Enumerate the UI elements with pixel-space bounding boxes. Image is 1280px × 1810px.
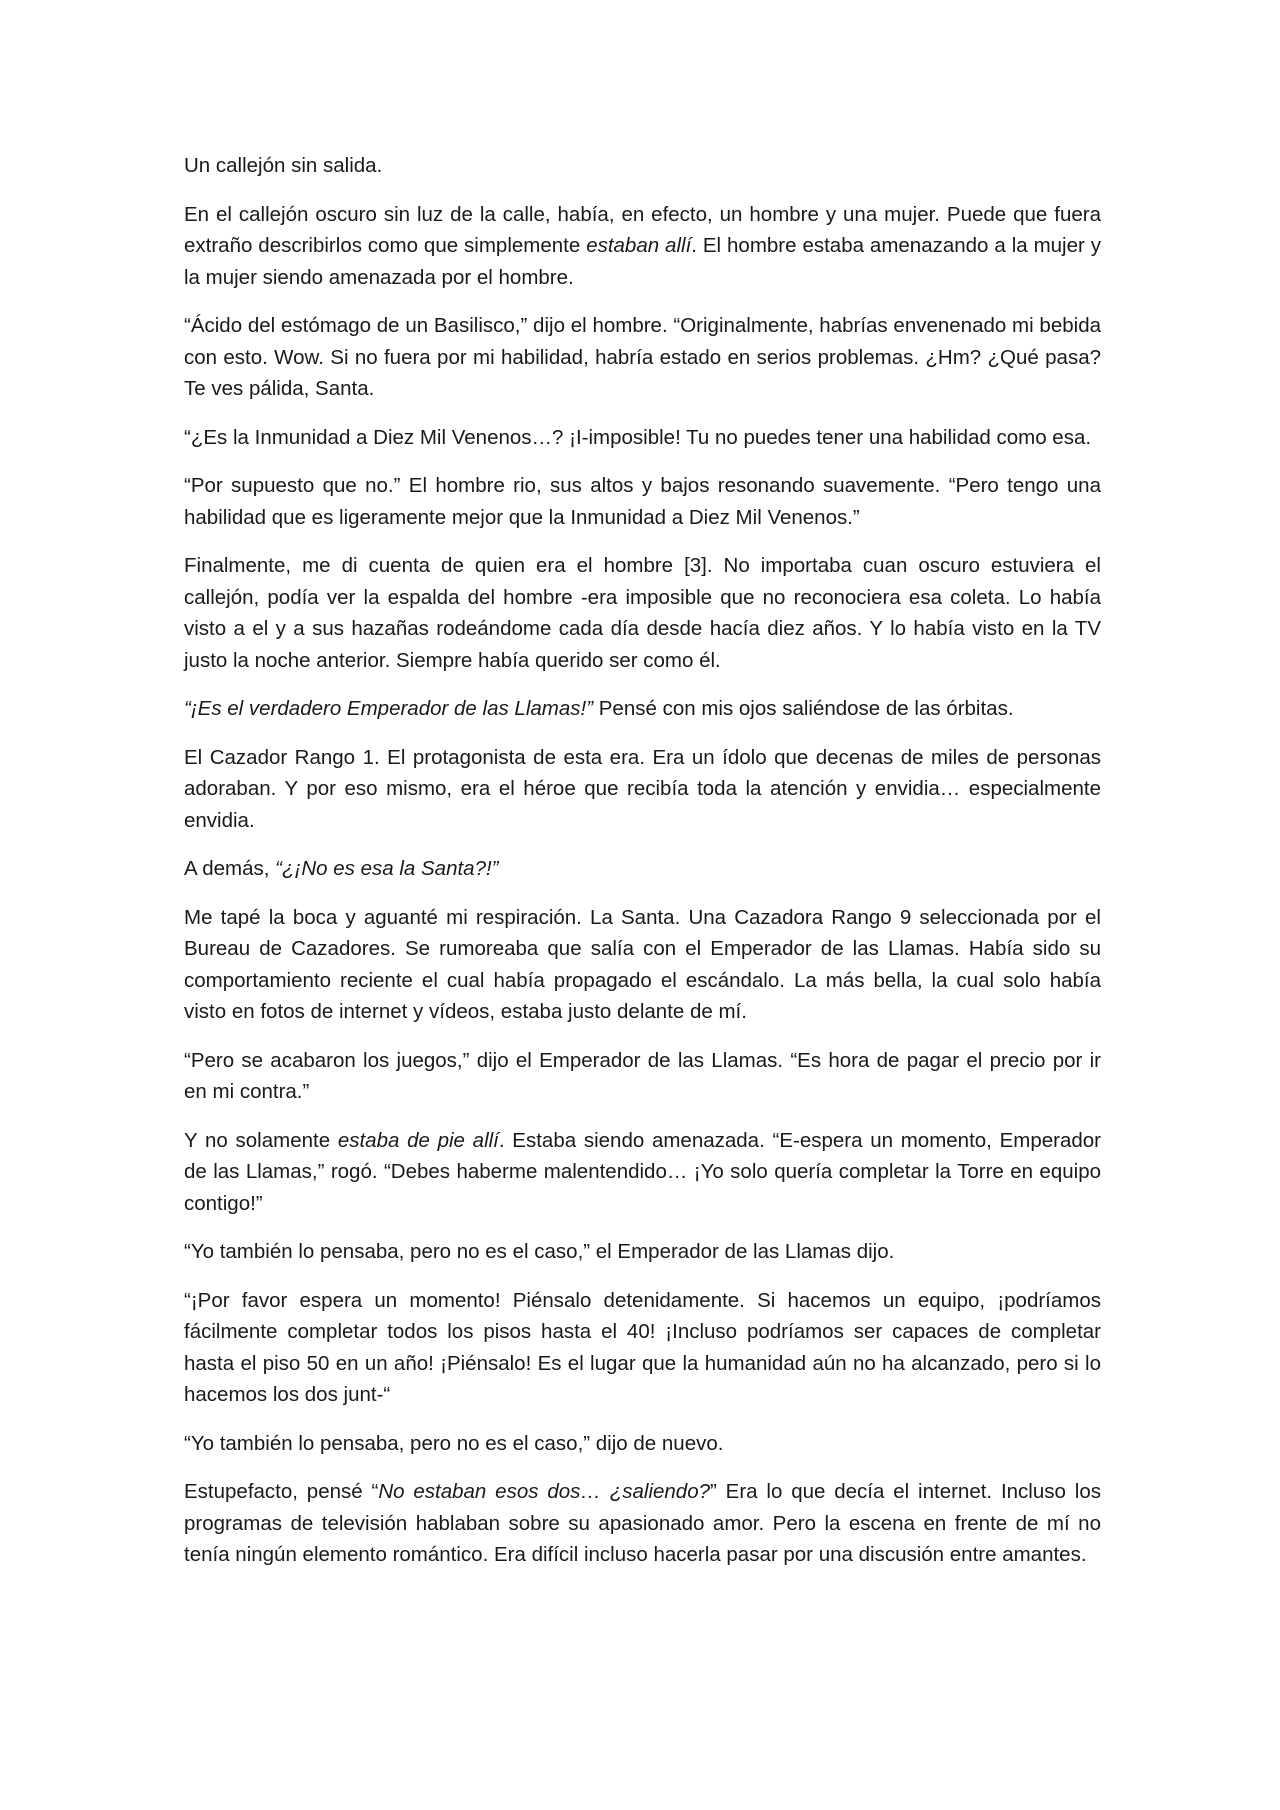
paragraph [184, 1236, 1101, 1268]
text-run: A demás, [184, 857, 276, 880]
document-body [184, 150, 1101, 1571]
text-run: . Estaba siendo amenazada. “E-espera un momento, Emperador de las Llamas,” rogó. “Debes haberme malentendido… ¡Yo solo quería completar la Torre en equipo contigo!” [184, 1128, 1101, 1215]
paragraph [184, 470, 1101, 533]
italic-text-run: No estaban esos dos… ¿saliendo? [378, 1480, 710, 1503]
text-run: “¡Por favor espera un momento! Piénsalo detenidamente. Si hacemos un equipo, ¡podríamos fácilmente completar todos los pisos hasta el 40! ¡Incluso podríamos ser capaces de completar hasta el piso 50 en un año! ¡Piénsalo! Es el lugar que la humanidad aún no ha alcanzado, pero si lo hacemos los dos junt-“ [184, 1288, 1101, 1406]
paragraph [184, 422, 1101, 454]
paragraph [184, 902, 1101, 1028]
text-run: “Por supuesto que no.” El hombre rio, sus altos y bajos resonando suavemente. “Pero tengo una habilidad que es ligeramente mejor que la Inmunidad a Diez Mil Venenos.” [184, 474, 1101, 529]
italic-text-run: estaba de pie allí [337, 1128, 499, 1152]
text-run: Pensé con mis ojos saliéndose de las órbitas. [593, 697, 1014, 720]
paragraph [184, 1428, 1101, 1460]
paragraph [184, 693, 1101, 725]
italic-text-run: “¡Es el verdadero Emperador de las Llamas!” [184, 697, 594, 720]
text-run: Finalmente, me di cuenta de quien era el hombre [3]. No importaba cuan oscuro estuviera el callejón, podía ver la espalda del hombre -era imposible que no reconociera esa coleta. Lo había visto a el y a sus hazañas rodeándome cada día desde hacía diez años. Y lo había visto en la TV justo la noche anterior. Siempre había querido ser como él. [184, 554, 1101, 672]
paragraph [184, 199, 1101, 294]
paragraph [184, 550, 1101, 676]
text-run: Un callejón sin salida. [184, 154, 383, 177]
text-run: “Pero se acabaron los juegos,” dijo el Emperador de las Llamas. “Es hora de pagar el precio por ir en mi contra.” [184, 1048, 1101, 1103]
paragraph [184, 742, 1101, 837]
text-run: El Cazador Rango 1. El protagonista de esta era. Era un ídolo que decenas de miles de personas adoraban. Y por eso mismo, era el héroe que recibía toda la atención y envidia… especialmente envidia. [184, 745, 1101, 832]
text-run: “Ácido del estómago de un Basilisco,” dijo el hombre. “Originalmente, habrías envenenado mi bebida con esto. Wow. Si no fuera por mi habilidad, habría estado en serios problemas. ¿Hm? ¿Qué pasa? Te ves pálida, Santa. [184, 314, 1101, 400]
paragraph [184, 1045, 1101, 1108]
text-run: Y no solamente [184, 1128, 338, 1152]
text-run: Me tapé la boca y aguanté mi respiración. La Santa. Una Cazadora Rango 9 seleccionada por el Bureau de Cazadores. Se rumoreaba que salía con el Emperador de las Llamas. Había sido su comportamiento reciente el cual había propagado el escándalo. La más bella, la cual solo había visto en fotos de internet y vídeos, estaba justo delante de mí. [184, 905, 1101, 1023]
text-run: En el callejón oscuro sin luz de la calle, había, en efecto, un hombre y una mujer. Puede que fuera extraño describirlos como que simplemente [184, 202, 1101, 257]
text-run: ” Era lo que decía el internet. Incluso los programas de televisión hablaban sobre su apasionado amor. Pero la escena en frente de mí no tenía ningún elemento romántico. Era difícil incluso hacerla pasar por una discusión entre amantes. [184, 1480, 1101, 1566]
italic-text-run: “¿¡No es esa la Santa?!” [275, 857, 499, 880]
paragraph [184, 1125, 1101, 1220]
text-run: “Yo también lo pensaba, pero no es el caso,” dijo de nuevo. [184, 1431, 724, 1455]
text-run: “Yo también lo pensaba, pero no es el caso,” el Emperador de las Llamas dijo. [184, 1240, 895, 1263]
text-run: . El hombre estaba amenazando a la mujer y la mujer siendo amenazada por el hombre. [184, 234, 1101, 289]
paragraph [184, 853, 1101, 885]
italic-text-run: estaban allí [586, 234, 692, 257]
paragraph [184, 1476, 1101, 1571]
paragraph [184, 1285, 1101, 1411]
paragraph [184, 310, 1101, 405]
paragraph [184, 150, 1101, 182]
text-run: Estupefacto, pensé “ [184, 1480, 379, 1503]
text-run: “¿Es la Inmunidad a Diez Mil Venenos…? ¡I-imposible! Tu no puedes tener una habilidad como esa. [184, 425, 1092, 449]
